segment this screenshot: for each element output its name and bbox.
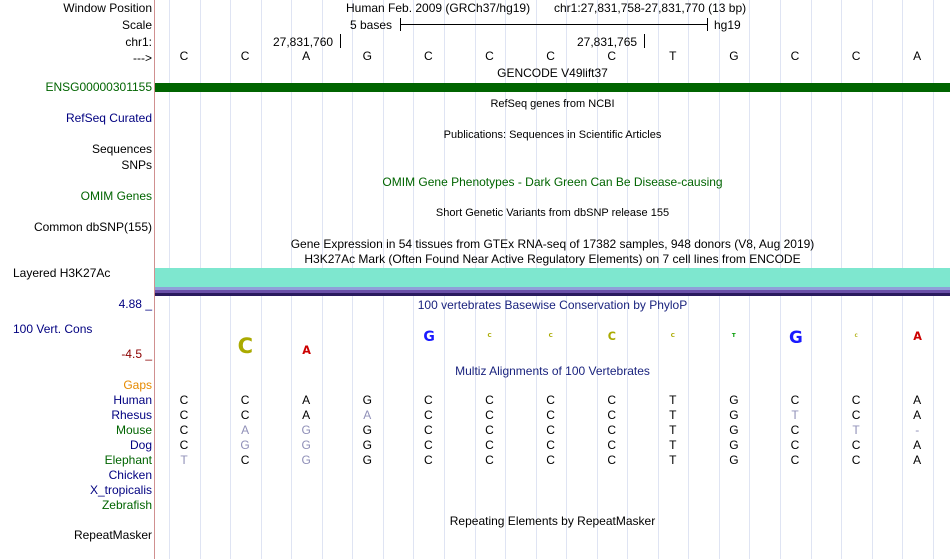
alignment-base: C	[546, 438, 555, 452]
track-labels	[0, 0, 154, 559]
alignment-base: A	[302, 393, 311, 407]
strand-arrow-label: --->	[133, 51, 152, 65]
window-position-label: Window Position	[63, 1, 152, 15]
assembly-text: Human Feb. 2009 (GRCh37/hg19)	[346, 1, 531, 15]
alignment-base: G	[362, 438, 372, 452]
position-text: chr1:27,831,758-27,831,770 (13 bp)	[554, 1, 747, 15]
phylop-logo-letter: C	[548, 332, 553, 339]
scale-label: Scale	[121, 18, 152, 32]
alignment-base: G	[729, 408, 739, 422]
alignment-base: C	[179, 393, 189, 407]
phylop-logo-letter: G	[423, 329, 435, 345]
track-data-area[interactable]	[155, 0, 950, 559]
species-label: Rhesus	[111, 408, 152, 422]
publications-track-title: Publications: Sequences in Scientific Articles	[443, 129, 662, 141]
alignment-base: G	[729, 393, 739, 407]
repeatmasker-track-label[interactable]: RepeatMasker	[73, 528, 152, 542]
coord-label-2: 27,831,765	[577, 35, 638, 49]
dbsnp-track-title: Short Genetic Variants from dbSNP release 155	[435, 207, 670, 219]
alignment-base: C	[179, 438, 189, 452]
alignment-base: C	[485, 393, 494, 407]
alignment-base: G	[301, 453, 311, 467]
alignment-base: G	[729, 453, 739, 467]
alignment-base: C	[607, 393, 617, 407]
scale-bar	[400, 24, 707, 25]
alignment-base: C	[851, 453, 861, 467]
dbsnp-track-label[interactable]: Common dbSNP(155)	[33, 220, 152, 234]
alignment-base: A	[363, 408, 372, 422]
phylop-logo-letter: A	[302, 344, 311, 357]
base-letter: G	[729, 49, 739, 63]
h3k27ac-track-label[interactable]: Layered H3K27Ac	[13, 266, 111, 280]
species-label: X_tropicalis	[89, 483, 152, 497]
coord-label-1: 27,831,760	[273, 35, 334, 49]
alignment-base: G	[362, 453, 372, 467]
base-letter: C	[851, 49, 861, 63]
phylop-logo-letter: A	[913, 330, 922, 344]
multiz-track-title: Multiz Alignments of 100 Vertebrates	[455, 364, 650, 378]
phylop-logo-letter: T	[731, 332, 736, 339]
base-letter: C	[790, 49, 800, 63]
alignment-base: C	[424, 438, 433, 452]
phylop-track-title: 100 vertebrates Basewise Conservation by PhyloP	[417, 298, 688, 312]
base-letter: A	[913, 49, 922, 63]
species-label: Mouse	[115, 423, 152, 437]
alignment-base: C	[607, 423, 617, 437]
phylop-logo-letter: C	[670, 332, 675, 339]
alignment-base: G	[729, 438, 739, 452]
alignment-base: T	[669, 453, 677, 467]
sequences-track-label[interactable]: Sequences	[91, 142, 152, 156]
alignment-base: C	[424, 393, 433, 407]
base-letter: A	[302, 49, 311, 63]
phylop-max-label: 4.88 _	[118, 297, 152, 311]
repeatmasker-track-title: Repeating Elements by RepeatMasker	[449, 514, 656, 528]
alignment-base: G	[362, 393, 372, 407]
alignment-base: C	[485, 408, 494, 422]
base-letter: C	[546, 49, 555, 63]
alignment-base: A	[913, 408, 922, 422]
alignment-base: C	[607, 408, 617, 422]
alignment-base: T	[669, 393, 677, 407]
alignment-base: C	[240, 408, 250, 422]
alignment-base: C	[546, 423, 555, 437]
phylop-track-label[interactable]: 100 Vert. Cons	[13, 322, 93, 336]
alignment-base: T	[180, 453, 188, 467]
alignment-base: T	[669, 438, 677, 452]
scale-text: 5 bases	[350, 18, 393, 32]
species-label: Dog	[129, 438, 152, 452]
alignment-base: C	[240, 393, 250, 407]
alignment-base: -	[915, 423, 920, 437]
alignment-base: C	[240, 453, 250, 467]
alignment-base: A	[913, 453, 922, 467]
alignment-base: C	[790, 393, 800, 407]
omim-track-label[interactable]: OMIM Genes	[80, 189, 152, 203]
phylop-logo-letter: G	[789, 326, 803, 347]
base-letter: C	[485, 49, 494, 63]
phylop-logo-letter: C	[237, 334, 254, 358]
alignment-base: C	[424, 408, 433, 422]
snps-track-label[interactable]: SNPs	[121, 158, 152, 172]
h3k27ac-track-title: H3K27Ac Mark (Often Found Near Active Regulatory Elements) on 7 cell lines from ENCODE	[304, 252, 801, 266]
alignment-base: C	[790, 423, 800, 437]
alignment-base: C	[851, 408, 861, 422]
alignment-base: A	[302, 408, 311, 422]
base-letter: G	[362, 49, 372, 63]
alignment-base: C	[424, 453, 433, 467]
alignment-base: C	[485, 423, 494, 437]
alignment-base: C	[485, 438, 494, 452]
alignment-base: C	[179, 423, 189, 437]
gencode-track-title: GENCODE V49lift37	[497, 66, 608, 80]
alignment-base: A	[913, 438, 922, 452]
alignment-base: C	[424, 423, 433, 437]
alignment-base: C	[546, 393, 555, 407]
h3k27ac-signal-layer-4	[155, 293, 950, 296]
alignment-base: C	[790, 438, 800, 452]
alignment-base: G	[729, 423, 739, 437]
gencode-track-label[interactable]: ENSG00000301155	[45, 80, 152, 94]
alignment-base: C	[546, 453, 555, 467]
alignment-base: C	[851, 393, 861, 407]
alignment-base: G	[301, 423, 311, 437]
alignment-base: G	[301, 438, 311, 452]
alignment-base: A	[913, 393, 922, 407]
gencode-gene-feature[interactable]	[155, 83, 950, 92]
refseq-track-title: RefSeq genes from NCBI	[490, 98, 615, 110]
alignment-base: C	[546, 408, 555, 422]
species-label: Zebrafish	[101, 498, 152, 512]
alignment-base: C	[179, 408, 189, 422]
phylop-logo-letter: C	[487, 332, 492, 339]
species-label: Human	[113, 393, 152, 407]
gtex-track-title: Gene Expression in 54 tissues from GTEx RNA-seq of 17382 samples, 948 donors (V8, Aug 2019)	[290, 237, 815, 251]
alignment-base: G	[240, 438, 250, 452]
alignment-base: T	[669, 408, 677, 422]
alignment-base: T	[669, 423, 677, 437]
base-letter: T	[669, 49, 677, 63]
scale-bar-right-tick	[707, 18, 708, 31]
alignment-base: C	[607, 453, 617, 467]
phylop-logo-letter: C	[854, 333, 858, 339]
coord-tick-1	[340, 34, 341, 48]
alignment-base: C	[607, 438, 617, 452]
coord-tick-2	[644, 34, 645, 48]
alignment-base: C	[790, 453, 800, 467]
base-letter: C	[607, 49, 617, 63]
alignment-base: G	[362, 423, 372, 437]
refseq-track-label[interactable]: RefSeq Curated	[65, 111, 152, 125]
chrom-label: chr1:	[125, 35, 152, 49]
alignment-base: C	[485, 453, 494, 467]
alignment-base: T	[852, 423, 860, 437]
alignment-base: A	[241, 423, 250, 437]
phylop-logo-letter: C	[607, 330, 616, 344]
scale-db: hg19	[714, 18, 741, 32]
alignment-base: T	[791, 408, 799, 422]
alignment-base: C	[851, 438, 861, 452]
gaps-label: Gaps	[123, 378, 152, 392]
omim-track-title: OMIM Gene Phenotypes - Dark Green Can Be Disease-causing	[382, 175, 723, 189]
species-label: Chicken	[108, 468, 152, 482]
phylop-min-label: -4.5 _	[121, 347, 152, 361]
base-letter: C	[424, 49, 433, 63]
species-label: Elephant	[104, 453, 152, 467]
h3k27ac-signal[interactable]	[155, 268, 950, 287]
base-letter: C	[240, 49, 250, 63]
base-letter: C	[179, 49, 189, 63]
